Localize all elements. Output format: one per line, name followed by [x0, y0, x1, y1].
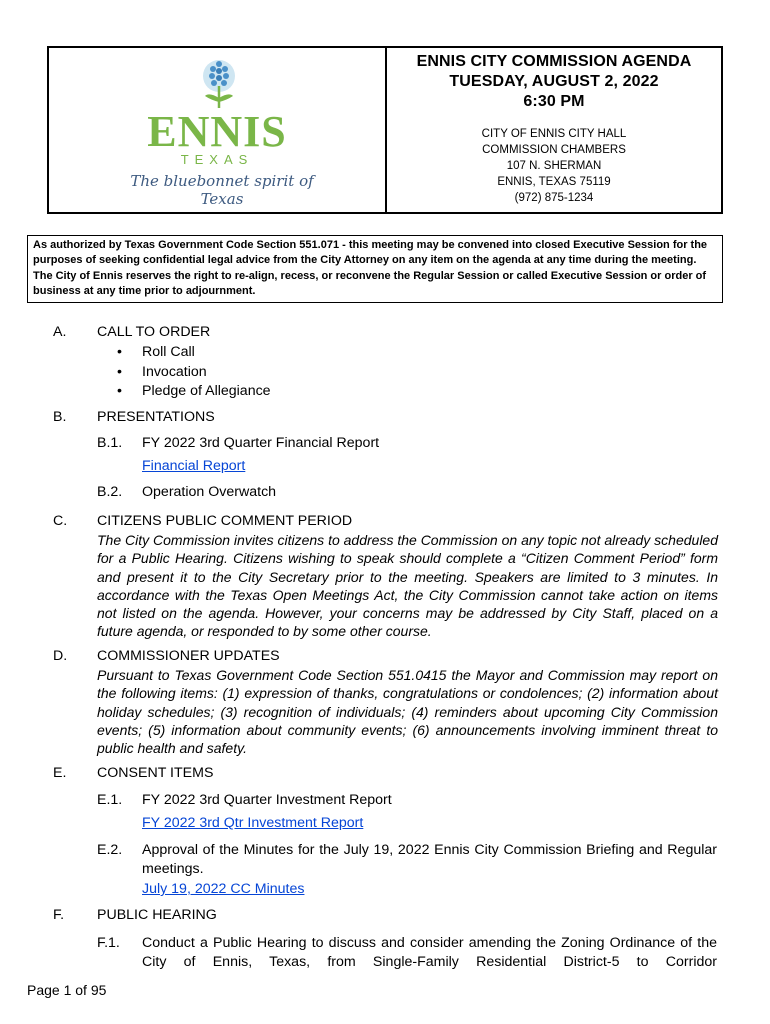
item-number: E.1. — [97, 792, 123, 808]
section-title: COMMISSIONER UPDATES — [97, 648, 280, 664]
section-letter: B. — [53, 409, 67, 425]
minutes-link[interactable]: July 19, 2022 CC Minutes — [142, 881, 305, 897]
section-title: PRESENTATIONS — [97, 409, 215, 425]
agenda-header — [47, 46, 723, 214]
texas-wordmark: TEXAS — [180, 152, 254, 167]
bluebonnet-icon — [199, 58, 239, 110]
address-block — [387, 126, 721, 206]
item-number: F.1. — [97, 935, 120, 951]
phone-number: (972) 875-1234 — [514, 192, 594, 204]
section-title: CALL TO ORDER — [97, 324, 211, 340]
list-item: • Invocation — [115, 363, 271, 383]
agenda-title-block — [387, 48, 721, 212]
item-number: B.1. — [97, 435, 123, 451]
address-line: CITY OF ENNIS CITY HALL — [481, 128, 627, 140]
investment-report-link[interactable]: FY 2022 3rd Qtr Investment Report — [142, 815, 364, 831]
item-text: Operation Overwatch — [142, 484, 277, 500]
agenda-time: 6:30 PM — [523, 93, 585, 110]
address-line: COMMISSION CHAMBERS — [482, 144, 626, 156]
city-logo — [49, 48, 387, 212]
logo-tagline: The bluebonnet spirit of Texas — [130, 172, 314, 208]
page-number: Page 1 of 95 — [27, 982, 107, 998]
section-letter: F. — [53, 907, 65, 923]
section-title: PUBLIC HEARING — [97, 907, 217, 923]
notice-paragraph: The City of Ennis reserves the right to re-align, recess, or reconvene the Regular Session or called Executive Session or order of business at any time prior to adjournment. — [33, 269, 707, 298]
section-body: The City Commission invites citizens to address the Commission on any topic not already scheduled for a Public Hearing. Citizens wishing to speak should complete a “Citizen Comment Period” form and present it to the City Secretary prior to the meeting. Speakers are limited to 3 minutes. In accordance with the Texas Open Meetings Act, the City Commission cannot take action on items not listed on the agenda. However, your concerns may be addressed by City Staff, placed on a future agenda, or responded to by some other course. — [97, 532, 718, 640]
agenda-title: ENNIS CITY COMMISSION AGENDA — [416, 53, 692, 70]
address-line: 107 N. SHERMAN — [506, 160, 602, 172]
section-letter: C. — [53, 513, 68, 529]
section-letter: A. — [53, 324, 67, 340]
executive-session-notice — [27, 235, 723, 303]
item-number: E.2. — [97, 842, 123, 858]
item-text: FY 2022 3rd Quarter Investment Report — [142, 792, 392, 808]
address-line: ENNIS, TEXAS 75119 — [497, 176, 611, 188]
list-item: • Pledge of Allegiance — [115, 382, 271, 402]
item-text: FY 2022 3rd Quarter Financial Report — [142, 435, 380, 451]
call-to-order-list — [115, 343, 271, 402]
notice-paragraph: As authorized by Texas Government Code Section 551.071 - this meeting may be convened into closed Executive Session for the purposes of seeking confidential legal advice from the City Attorney on any item on the agenda at any time during the meeting. — [33, 239, 708, 267]
financial-report-link[interactable]: Financial Report — [142, 458, 246, 474]
ennis-wordmark: ENNIS — [147, 107, 287, 156]
section-letter: D. — [53, 648, 68, 664]
item-number: B.2. — [97, 484, 123, 500]
section-body: Pursuant to Texas Government Code Section 551.0415 the Mayor and Commission may report on the following items: (1) expression of thanks, congratulations or condolences; (2) information about holiday schedules; (3) recognition of individuals; (4) reminders about upcoming City Commission events; (5) information about community events; (6) announcements involving imminent threat to public health and safety. — [97, 667, 718, 757]
item-text: Conduct a Public Hearing to discuss and consider amending the Zoning Ordinance of the City of Ennis, Texas, from Single-Family Residential District-5 to Corridor — [142, 935, 717, 970]
agenda-date: TUESDAY, AUGUST 2, 2022 — [449, 73, 659, 90]
section-letter: E. — [53, 765, 67, 781]
section-title: CONSENT ITEMS — [97, 765, 214, 781]
section-title: CITIZENS PUBLIC COMMENT PERIOD — [97, 513, 353, 529]
item-text: Approval of the Minutes for the July 19, 2022 Ennis City Commission Briefing and Regular meetings. — [142, 842, 717, 877]
list-item: • Roll Call — [115, 343, 271, 363]
